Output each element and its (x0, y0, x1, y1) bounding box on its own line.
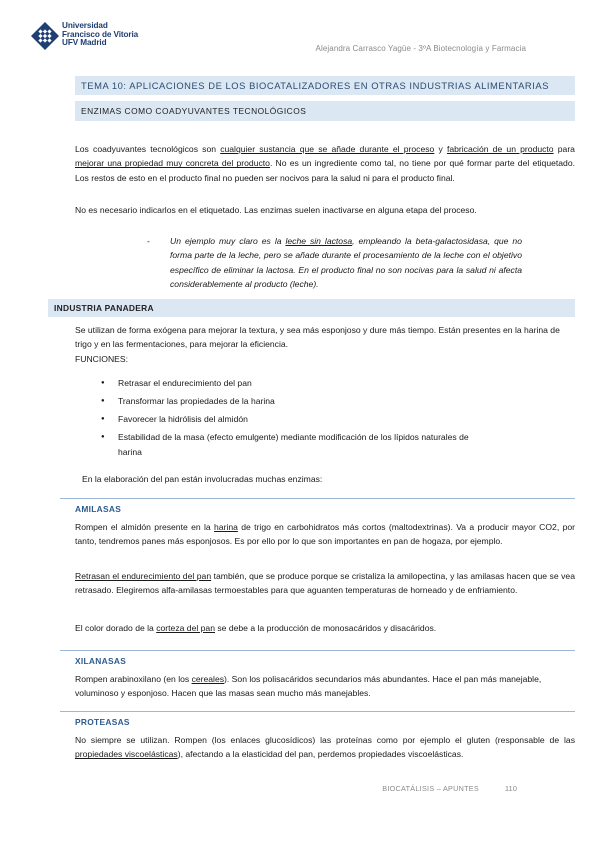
subtopic-title: ENZIMAS COMO COADYUVANTES TECNOLÓGICOS (81, 106, 307, 116)
author-line: Alejandra Carrasco Yagüe - 3ºA Biotecnología y Farmacia (315, 44, 526, 53)
section-rule (60, 650, 575, 651)
underlined-text: fabricación de un producto (446, 144, 554, 154)
text-run: ), afectando a la elasticidad del pan, perdemos propiedades viscoelásticas. (177, 749, 464, 760)
section-rule (60, 498, 575, 499)
amilasas-paragraph-1 (75, 520, 575, 549)
underlined-text: cualquier sustancia que se añade durante el proceso (220, 144, 435, 154)
logo-text (62, 22, 138, 48)
list-item: ● Estabilidad de la masa (efecto emulgente) mediante modificación de los lípidos naturales de (101, 428, 521, 446)
text-run: Rompen el almidón presente en la (75, 522, 215, 532)
underlined-text: mejorar una propiedad muy concreta del producto (75, 158, 270, 169)
enzymes-note: En la elaboración del pan están involucradas muchas enzimas: (82, 474, 323, 484)
text-run: No siempre se utilizan. Rompen (los enlaces glucosídicos) las proteínas como por ejemplo el gluten (responsable de las (75, 735, 575, 745)
underlined-text: cereales (191, 674, 225, 684)
list-item: ● Transformar las propiedades de la harina (101, 392, 521, 410)
text-run: , empleando la beta-galactosidasa, que no forma parte de la leche, pero se añade durante el procesamiento de la leche con el objetivo específico de eliminar la lactosa. En el producto final no son nocivas para la salud ni afecta considerablemente al producto (leche). (170, 236, 522, 289)
footer-label: BIOCATÁLISIS – APUNTES (382, 784, 479, 793)
logo-line: Francisco de Vitoria (62, 29, 139, 39)
section-rule (60, 711, 575, 712)
intro-paragraph-2: No es necesario indicarlos en el etiquetado. Las enzimas suelen inactivarse en alguna etapa del proceso. (75, 205, 477, 215)
section-title: INDUSTRIA PANADERA (54, 303, 154, 313)
topic-title: TEMA 10: APLICACIONES DE LOS BIOCATALIZADORES EN OTRAS INDUSTRIAS ALIMENTARIAS (81, 80, 549, 91)
page-number: 110 (504, 784, 517, 793)
functions-label: FUNCIONES: (75, 354, 128, 364)
text-run: para (553, 144, 575, 154)
logo-line: Universidad (62, 21, 108, 30)
text-run: ). Son los polisacáridos secundarios más abundantes. Hace el pan más manejable, voluminoso y esponjoso. Hacen que las masas sean mucho más manejables. (75, 674, 542, 699)
underlined-text: harina (214, 522, 238, 532)
text-run: se debe a la producción de monosacáridos y disacáridos. (214, 623, 437, 633)
example-dash: - (147, 236, 150, 246)
text-run: de trigo en carbohidratos más cortos (maltodextrinas). Va a producir mayor CO2, por tanto, tendremos panes más esponjosos. Es por ello por lo que son importantes en pan de hogaza, por ejemplo. (75, 522, 575, 547)
text-run: El color dorado de la (75, 623, 157, 633)
functions-list-continuation: harina (118, 447, 142, 457)
underlined-text: leche sin lactosa (285, 236, 353, 246)
university-logo (30, 21, 160, 53)
text-run: también, que se produce porque se cristaliza la amilopectina, y las amilasas hacen que se vea retrasado. Elegiremos alfa-amilasas termoestables para que aguanten temperaturas de horneado y de enfriamiento. (75, 571, 575, 596)
underlined-text: Retrasan el endurecimiento del pan (75, 571, 212, 581)
subsection-title-proteasas: PROTEASAS (75, 717, 130, 727)
functions-list (101, 374, 521, 446)
intro-paragraph-1 (75, 142, 575, 185)
example-paragraph (170, 234, 522, 291)
list-item: ● Favorecer la hidrólisis del almidón (101, 410, 521, 428)
underlined-text: corteza del pan (156, 623, 215, 633)
subtopic-banner (75, 101, 575, 121)
amilasas-paragraph-3 (75, 621, 575, 635)
proteasas-paragraph (75, 733, 575, 762)
subsection-title-amilasas: AMILASAS (75, 504, 122, 514)
text-run: Rompen arabinoxilano (en los (75, 674, 192, 684)
list-item: ● Retrasar el endurecimiento del pan (101, 374, 521, 392)
text-run: . No es un ingrediente como tal, no tiene por qué formar parte del etiquetado. Los restos de esto en el producto final no pueden ser nocivos para la salud ni para el producto final. (75, 158, 575, 183)
bakery-intro: Se utilizan de forma exógena para mejorar la textura, y sea más esponjoso y dure más tiempo. Están presentes en la harina de trigo y en las fermentaciones, para mejorar la eficiencia. (75, 325, 560, 350)
section-bar-bakery (48, 299, 575, 317)
text-run: Un ejemplo muy claro es la (170, 236, 286, 246)
logo-line: UFV Madrid (62, 38, 107, 48)
xilanasas-paragraph (75, 672, 575, 701)
subsection-title-xilanasas: XILANASAS (75, 656, 127, 666)
amilasas-paragraph-2 (75, 569, 575, 598)
underlined-text: propiedades viscoelásticas (75, 749, 178, 760)
topic-banner (75, 76, 575, 95)
text-run: y (434, 144, 447, 154)
text-run: Los coadyuvantes tecnológicos son (75, 144, 221, 154)
ufv-logo-mark-icon (30, 21, 60, 51)
